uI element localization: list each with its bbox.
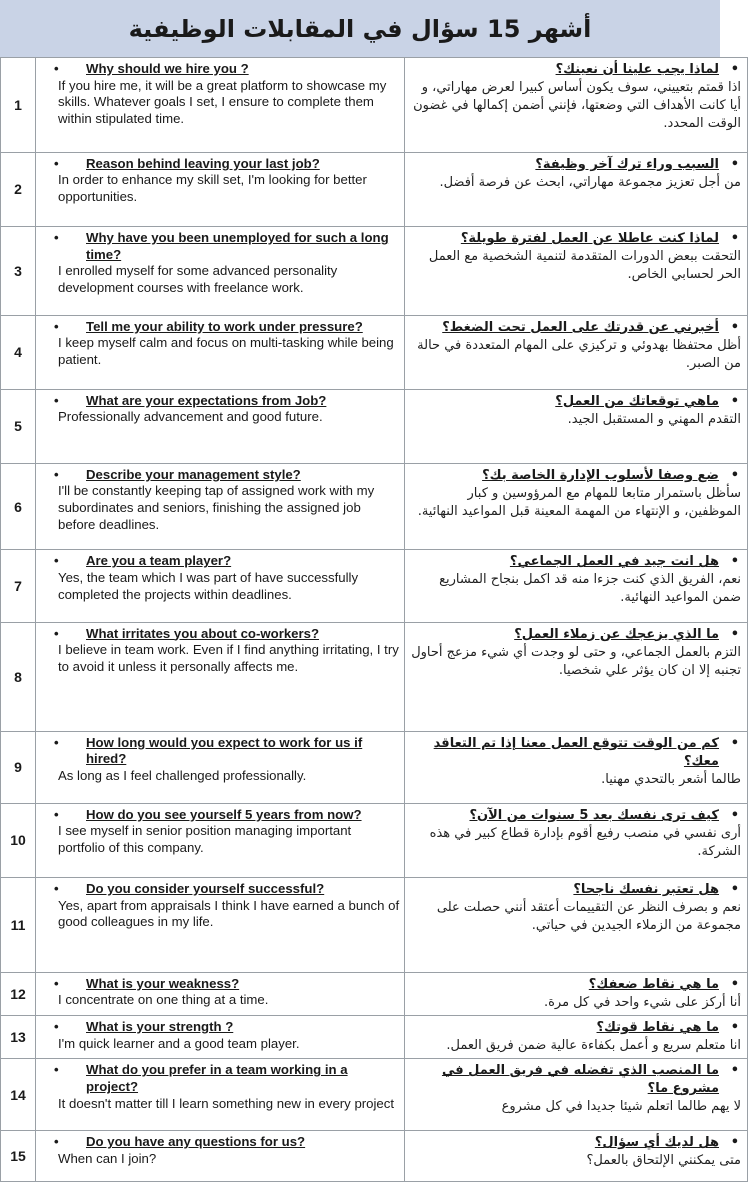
bullet-icon: • [54,1062,59,1078]
english-question [54,553,400,570]
english-question [54,1019,400,1036]
bullet-icon: • [730,882,739,898]
bullet-icon: • [54,1134,59,1150]
english-answer: I see myself in senior position managing important portfolio of this company. [58,823,352,856]
english-answer: When can I join? [58,1151,157,1167]
bullet-icon: • [730,156,739,172]
arabic-question [411,735,741,771]
arabic-question-text: كم من الوقت تتوقع العمل معنا إذا تم التعاقد معك؟ [433,735,719,769]
arabic-cell [405,1131,748,1182]
arabic-question-text: هل انت جيد في العمل الجماعي؟ [509,554,719,570]
arabic-question-text: ما المنصب الذي تفضله في فريق العمل في مشروع ما؟ [441,1063,719,1097]
bullet-icon: • [54,318,59,334]
arabic-cell [405,58,748,153]
row-number: 5 [1,389,36,463]
table-row [1,463,748,550]
english-answer: As long as I feel challenged professionally. [58,767,307,783]
row-number: 3 [1,226,36,315]
table-row [1,1059,748,1131]
arabic-question-text: ما هي نقاط ضعفك؟ [588,976,719,992]
english-cell [36,226,405,315]
arabic-question-text: السبب وراء ترك آخر وظيفة؟ [535,156,719,172]
bullet-icon: • [730,230,739,246]
english-question [54,318,400,336]
arabic-question-text: ماهي توقعاتك من العمل؟ [555,393,719,409]
row-number: 6 [1,463,36,550]
english-answer: Yes, the team which I was part of have successfully completed the projects within deadlines. [58,570,359,602]
english-question [54,229,400,263]
english-question [54,625,400,643]
arabic-question-text: هل لديك أي سؤال؟ [594,1135,719,1151]
arabic-question [411,807,741,825]
english-question-text: Do you have any questions for us? [86,1134,306,1150]
english-question [54,61,400,78]
arabic-question [411,881,741,899]
english-cell [36,315,405,389]
row-number: 11 [1,878,36,973]
arabic-question [411,393,741,411]
table-row [1,731,748,803]
row-number: 2 [1,152,36,226]
english-answer: If you hire me, it will be a great platform to showcase my skills. Whatever goals I set, I ensure to complete them within stipulated time. [58,77,387,126]
arabic-cell [405,226,748,315]
english-question-text: What irritates you about co-workers? [86,625,320,641]
english-cell [36,731,405,803]
english-question [54,806,400,824]
arabic-question [411,156,741,174]
bullet-icon: • [730,735,739,751]
qa-table [0,57,748,1182]
bullet-icon: • [54,392,59,408]
bullet-icon: • [54,975,59,991]
bullet-icon: • [730,393,739,409]
arabic-answer: نعم و بصرف النظر عن التقييمات أعتقد أنني حصلت على مجموعة من الزملاء الجيدين في حياتي. [436,900,741,934]
arabic-question-text: هل تعتبر نفسك ناجحا؟ [573,882,719,898]
english-question-text: Describe your management style? [86,466,301,482]
bullet-icon: • [730,1135,739,1151]
arabic-question [411,1134,741,1152]
english-question [54,155,400,173]
english-answer: I concentrate on one thing at a time. [58,992,269,1008]
english-answer: I keep myself calm and focus on multi-tasking while being patient. [58,335,394,367]
english-question-text: What are your expectations from Job? [86,392,327,408]
bullet-icon: • [730,319,739,335]
english-question-text: What is your strength ? [86,1019,234,1035]
english-cell [36,1016,405,1059]
english-cell [36,152,405,226]
bullet-icon: • [54,155,59,171]
english-question-text: Do you consider yourself successful? [86,881,325,897]
arabic-question-text: لماذا يجب علينا أن نعينك؟ [555,62,719,77]
arabic-cell [405,152,748,226]
table-row [1,226,748,315]
bullet-icon: • [730,467,739,483]
english-cell [36,550,405,622]
arabic-cell [405,1016,748,1059]
bullet-icon: • [730,1063,739,1079]
english-cell [36,1131,405,1182]
english-answer: Yes, apart from appraisals I think I have earned a bunch of good colleagues in my life. [58,897,400,930]
arabic-cell [405,878,748,973]
arabic-question-text: ما الذي يزعجك عن زملاء العمل؟ [514,626,719,642]
bullet-icon: • [54,1019,59,1035]
english-question-text: How long would you expect to work for us if hired? [86,734,363,767]
arabic-answer: التحقت ببعض الدورات المتقدمة لتنمية الشخصية مع العمل الحر لحسابي الخاص. [428,248,741,282]
page-title: أشهر 15 سؤال في المقابلات الوظيفية [128,14,592,43]
english-answer: I'm quick learner and a good team player. [58,1035,300,1051]
bullet-icon: • [730,62,739,77]
arabic-question [411,1019,741,1037]
arabic-cell [405,1059,748,1131]
arabic-answer: لا يهم طالما اتعلم شيئا جديدا في كل مشروع [501,1099,741,1115]
row-number: 12 [1,972,36,1015]
arabic-question-text: كيف ترى نفسك بعد 5 سنوات من الآن؟ [469,807,719,823]
english-answer: I enrolled myself for some advanced personality development courses with freelance work. [58,263,338,295]
arabic-cell [405,622,748,731]
row-number: 14 [1,1059,36,1131]
row-number: 9 [1,731,36,803]
table-row [1,58,748,153]
arabic-question [411,230,741,248]
table-row [1,315,748,389]
arabic-cell [405,315,748,389]
bullet-icon: • [730,1020,739,1036]
english-cell [36,1059,405,1131]
row-number: 7 [1,550,36,622]
english-cell [36,389,405,463]
arabic-answer: نعم، الفريق الذي كنت جزءا منه قد اكمل بنجاح المشاريع ضمن المواعيد النهائية. [439,572,741,606]
row-number: 8 [1,622,36,731]
english-question-text: How do you see yourself 5 years from now? [86,806,362,822]
arabic-question [411,61,741,79]
english-answer: In order to enhance my skill set, I'm looking for better opportunities. [58,172,367,204]
english-question [54,1062,400,1095]
arabic-question [411,553,741,571]
bullet-icon: • [54,881,59,897]
arabic-answer: من أجل تعزيز مجموعة مهاراتي، ابحث عن فرصة أفضل. [439,174,741,190]
arabic-cell [405,550,748,622]
english-question-text: What do you prefer in a team working in a project? [86,1062,348,1094]
arabic-cell [405,731,748,803]
table-row [1,622,748,731]
arabic-answer: متى يمكنني الإلتحاق بالعمل؟ [586,1153,741,1169]
english-question-text: Tell me your ability to work under pressure? [86,318,363,334]
english-cell [36,622,405,731]
arabic-cell [405,972,748,1015]
table-row [1,1131,748,1182]
arabic-answer: التقدم المهني و المستقبل الجيد. [567,411,741,427]
bullet-icon: • [54,229,59,245]
arabic-answer: أرى نفسي في منصب رفيع أقوم بإدارة قطاع كبير في هذه الشركة. [429,825,741,859]
arabic-question-text: أخبرني عن قدرتك على العمل تحت الضغط؟ [442,319,719,335]
arabic-answer: أظل محتفظا بهدوئي و تركيزي على المهام المتعددة في حالة من الصبر. [417,337,741,371]
english-question-text: Are you a team player? [86,553,232,569]
english-answer: I'll be constantly keeping tap of assigned work with my subordinates and seniors, finishing the assigned job before deadlines. [58,483,375,532]
english-question [54,466,400,484]
english-question [54,1134,400,1151]
arabic-cell [405,803,748,877]
english-cell [36,803,405,877]
english-question-text: Why have you been unemployed for such a long time? [86,229,389,262]
english-question-text: What is your weakness? [86,975,240,991]
table-row [1,152,748,226]
bullet-icon: • [54,553,59,569]
arabic-answer: طالما أشعر بالتحدي مهنيا. [601,771,741,787]
english-cell [36,58,405,153]
arabic-cell [405,389,748,463]
english-cell [36,878,405,973]
row-number: 13 [1,1016,36,1059]
english-answer: Professionally advancement and good future. [58,409,323,425]
bullet-icon: • [730,554,739,570]
arabic-question-text: لماذا كنت عاطلا عن العمل لفترة طويلة؟ [460,230,719,246]
table-row [1,1016,748,1059]
arabic-cell [405,463,748,550]
row-number: 4 [1,315,36,389]
table-row [1,550,748,622]
arabic-question-text: ما هي نقاط قوتك؟ [596,1020,719,1036]
bullet-icon: • [730,626,739,642]
row-number: 1 [1,58,36,153]
table-row [1,878,748,973]
bullet-icon: • [54,466,59,482]
arabic-question-text: ضع وصفا لأسلوب الإدارة الخاصة بك؟ [482,467,719,483]
arabic-answer: انا متعلم سريع و أعمل بكفاءة عالية ضمن فريق العمل. [446,1038,741,1054]
english-answer: It doesn't matter till I learn something new in every project [58,1095,395,1111]
arabic-question [411,467,741,485]
bullet-icon: • [54,806,59,822]
english-cell [36,972,405,1015]
bullet-icon: • [54,61,59,76]
row-number: 15 [1,1131,36,1182]
arabic-answer: اذا قمتم بتعييني، سوف يكون أساس كبيرا لعرض مهاراتي، و أيا كانت الأهداف التي وضعتها، فإنني أضمن إكمالها في غضون الوقت المحدد. [413,80,741,131]
table-row [1,389,748,463]
arabic-answer: سأظل باستمرار متابعا للمهام مع المرؤوسين و كبار الموظفين، و الإنتهاء من المهمة المعينة قبل المواعيد النهائية. [417,485,741,519]
title-bar [0,0,720,58]
bullet-icon: • [730,807,739,823]
table-row [1,803,748,877]
arabic-question [411,1062,741,1098]
arabic-question [411,626,741,644]
english-answer: I believe in team work. Even if I find anything irritating, I try to avoid it unless it personally affects me. [58,642,399,674]
english-question [54,392,400,410]
bullet-icon: • [54,734,59,750]
bullet-icon: • [730,976,739,992]
arabic-question [411,976,741,994]
english-question [54,881,400,898]
row-number: 10 [1,803,36,877]
english-cell [36,463,405,550]
english-question-text: Why should we hire you ? [86,61,249,76]
arabic-question [411,319,741,337]
arabic-answer: التزم بالعمل الجماعي، و حتى لو وجدت أي شيء مزعج أحاول تجنبه إلا ان كان يؤثر علي شخصيا. [411,644,741,678]
english-question [54,734,400,768]
table-row [1,972,748,1015]
arabic-answer: أنا أركز على شيء واحد في كل مرة. [543,994,741,1010]
english-question [54,975,400,993]
bullet-icon: • [54,625,59,641]
english-question-text: Reason behind leaving your last job? [86,155,320,171]
